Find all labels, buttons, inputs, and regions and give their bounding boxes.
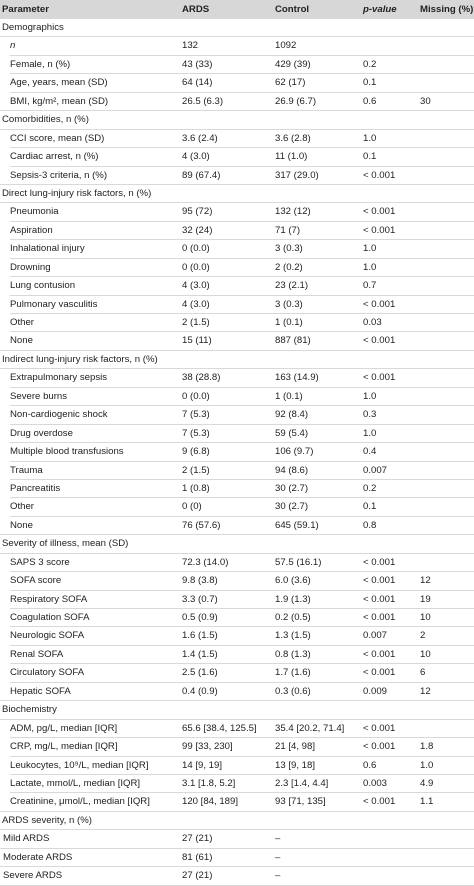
- table-row: [0, 425, 474, 443]
- ards-cell: 9.8 (3.8): [182, 575, 218, 587]
- parameter-cell: Lactate, mmol/L, median [IQR]: [10, 777, 141, 789]
- control-cell: 71 (7): [275, 224, 301, 236]
- parameter-cell: SAPS 3 score: [10, 556, 70, 568]
- table-row: [0, 554, 474, 572]
- ards-cell: 132: [182, 40, 199, 52]
- p-value-cell: < 0.001: [363, 169, 396, 181]
- control-cell: 3 (0.3): [275, 243, 303, 255]
- parameter-cell: Pneumonia: [10, 206, 59, 218]
- header-p-value: p-value: [363, 4, 397, 15]
- ards-cell: 3.3 (0.7): [182, 593, 218, 605]
- section-label: ARDS severity, n (%): [2, 814, 92, 826]
- ards-cell: 0.4 (0.9): [182, 685, 218, 697]
- missing-cell: 12: [420, 685, 431, 697]
- table-row: [0, 296, 474, 314]
- table-row: [0, 314, 474, 332]
- table-row: [0, 167, 474, 185]
- p-value-cell: 1.0: [363, 427, 377, 439]
- table-row: [0, 591, 474, 609]
- control-cell: 62 (17): [275, 77, 306, 89]
- table-row: [0, 203, 474, 221]
- parameter-cell: Moderate ARDS: [3, 851, 73, 863]
- missing-cell: 1.1: [420, 796, 434, 808]
- p-value-cell: 0.8: [363, 519, 377, 531]
- parameter-cell: Drowning: [10, 261, 51, 273]
- table-row: [0, 572, 474, 590]
- p-value-cell: 0.009: [363, 685, 388, 697]
- p-value-cell: < 0.001: [363, 648, 396, 660]
- control-cell: 21 [4, 98]: [275, 741, 316, 753]
- ards-cell: 0 (0.0): [182, 390, 210, 402]
- section-label: Direct lung-injury risk factors, n (%): [2, 187, 152, 199]
- p-value-cell: < 0.001: [363, 667, 396, 679]
- table-row: [0, 775, 474, 793]
- control-cell: 59 (5.4): [275, 427, 309, 439]
- control-cell: 1092: [275, 40, 297, 52]
- table-row: [0, 830, 474, 848]
- parameter-cell: Coagulation SOFA: [10, 612, 90, 623]
- missing-cell: 10: [420, 648, 431, 660]
- ards-cell: 43 (33): [182, 58, 213, 70]
- table-row: [0, 849, 474, 867]
- missing-cell: 30: [420, 95, 431, 107]
- parameter-cell: Extrapulmonary sepsis: [10, 372, 108, 384]
- parameter-cell: Pulmonary vasculitis: [10, 298, 98, 310]
- parameter-cell: Age, years, mean (SD): [10, 77, 108, 89]
- ards-cell: 64 (14): [182, 77, 213, 89]
- header-parameter: Parameter: [2, 4, 49, 15]
- table-row: [0, 259, 474, 277]
- parameter-cell: Respiratory SOFA: [10, 593, 88, 605]
- ards-cell: 7 (5.3): [182, 427, 210, 439]
- parameter-cell: Lung contusion: [10, 280, 76, 292]
- parameter-cell: Aspiration: [10, 224, 53, 236]
- section-row: [0, 19, 474, 37]
- parameter-cell: Inhalational injury: [10, 243, 85, 255]
- ards-cell: 7 (5.3): [182, 409, 210, 421]
- table-row: [0, 609, 474, 627]
- control-cell: –: [275, 851, 281, 863]
- control-cell: 35.4 [20.2, 71.4]: [275, 722, 345, 734]
- control-cell: 26.9 (6.7): [275, 95, 317, 107]
- ards-cell: 1.6 (1.5): [182, 630, 218, 642]
- parameter-cell: BMI, kg/m², mean (SD): [10, 95, 109, 107]
- ards-cell: 3.1 [1.8, 5.2]: [182, 777, 236, 789]
- control-cell: 57.5 (16.1): [275, 556, 322, 568]
- missing-cell: 1.0: [420, 759, 434, 771]
- table-header: [0, 0, 474, 19]
- p-value-cell: < 0.001: [363, 335, 396, 347]
- header-ards: ARDS: [182, 4, 210, 15]
- p-value-cell: < 0.001: [363, 206, 396, 218]
- control-cell: 0.3 (0.6): [275, 685, 311, 697]
- ards-cell: 1 (0.8): [182, 482, 210, 494]
- section-row: [0, 351, 474, 369]
- ards-cell: 0 (0.0): [182, 261, 210, 273]
- parameter-cell: Other: [10, 501, 34, 513]
- control-cell: 1 (0.1): [275, 390, 303, 402]
- control-cell: 429 (39): [275, 58, 311, 70]
- section-row: [0, 535, 474, 553]
- table-row: [0, 867, 474, 885]
- section-label: Biochemistry: [2, 704, 57, 716]
- missing-cell: 12: [420, 575, 431, 587]
- ards-cell: 72.3 (14.0): [182, 556, 229, 568]
- parameter-cell: ADM, pg/L, median [IQR]: [10, 722, 118, 734]
- p-value-cell: 0.007: [363, 464, 388, 476]
- ards-cell: 0 (0): [182, 501, 202, 513]
- parameter-cell: n: [10, 40, 16, 52]
- ards-cell: 81 (61): [182, 851, 213, 863]
- control-cell: 92 (8.4): [275, 409, 309, 421]
- p-value-cell: 0.007: [363, 630, 388, 642]
- table-row: [0, 388, 474, 406]
- parameter-cell: Circulatory SOFA: [10, 667, 85, 679]
- parameter-cell: None: [10, 519, 33, 531]
- p-value-cell: 1.0: [363, 132, 377, 144]
- table-row: [0, 627, 474, 645]
- table-row: [0, 277, 474, 295]
- control-cell: 317 (29.0): [275, 169, 319, 181]
- p-value-cell: 0.6: [363, 759, 377, 771]
- control-cell: 3.6 (2.8): [275, 132, 311, 144]
- table-row: [0, 148, 474, 166]
- table-row: [0, 240, 474, 258]
- parameter-cell: SOFA score: [10, 575, 62, 587]
- table-row: [0, 37, 474, 55]
- missing-cell: 4.9: [420, 777, 434, 789]
- ards-cell: 4 (3.0): [182, 298, 210, 310]
- parameter-cell: Cardiac arrest, n (%): [10, 151, 99, 163]
- control-cell: 13 [9, 18]: [275, 759, 316, 771]
- table-body: [0, 19, 474, 886]
- p-value-cell: < 0.001: [363, 372, 396, 384]
- control-cell: 6.0 (3.6): [275, 575, 311, 587]
- section-row: [0, 111, 474, 129]
- table-row: [0, 56, 474, 74]
- parameter-cell: None: [10, 335, 33, 347]
- table-row: [0, 406, 474, 424]
- header-missing: Missing (%): [420, 4, 474, 15]
- control-cell: 132 (12): [275, 206, 311, 218]
- section-label: Indirect lung-injury risk factors, n (%): [2, 353, 158, 365]
- section-row: [0, 701, 474, 719]
- control-cell: 23 (2.1): [275, 280, 309, 292]
- ards-cell: 32 (24): [182, 224, 213, 236]
- table-row: [0, 720, 474, 738]
- p-value-cell: 0.1: [363, 501, 377, 513]
- ards-cell: 89 (67.4): [182, 169, 221, 181]
- parameter-cell: Severe burns: [10, 390, 68, 402]
- ards-cell: 99 [33, 230]: [182, 741, 233, 753]
- section-label: Severity of illness, mean (SD): [2, 538, 129, 550]
- control-cell: 30 (2.7): [275, 501, 309, 513]
- missing-cell: 1.8: [420, 741, 434, 753]
- ards-cell: 15 (11): [182, 335, 212, 347]
- table-row: [0, 443, 474, 461]
- parameter-cell: Sepsis-3 criteria, n (%): [10, 169, 108, 181]
- table-row: [0, 738, 474, 756]
- ards-cell: 2 (1.5): [182, 464, 210, 476]
- control-cell: 0.8 (1.3): [275, 648, 311, 660]
- ards-cell: 9 (6.8): [182, 446, 210, 458]
- p-value-cell: 1.0: [363, 261, 377, 273]
- parameter-cell: Creatinine, μmol/L, median [IQR]: [10, 796, 150, 808]
- table-row: [0, 462, 474, 480]
- p-value-cell: 0.2: [363, 482, 377, 494]
- control-cell: 1.9 (1.3): [275, 593, 311, 605]
- table-row: [0, 646, 474, 664]
- section-row: [0, 812, 474, 830]
- table-row: [0, 130, 474, 148]
- ards-cell: 120 [84, 189]: [182, 796, 239, 808]
- row-divider: [0, 885, 474, 886]
- parameter-cell: Multiple blood transfusions: [10, 446, 124, 458]
- ards-cell: 65.6 [38.4, 125.5]: [182, 722, 257, 734]
- section-label: Comorbidities, n (%): [2, 114, 89, 126]
- ards-cell: 14 [9, 19]: [182, 759, 223, 771]
- header-control: Control: [275, 4, 310, 15]
- control-cell: 30 (2.7): [275, 482, 309, 494]
- missing-cell: 2: [420, 630, 426, 642]
- control-cell: 1 (0.1): [275, 317, 303, 328]
- control-cell: –: [275, 870, 281, 882]
- control-cell: 3 (0.3): [275, 298, 303, 310]
- section-label: Demographics: [2, 22, 64, 33]
- p-value-cell: 1.0: [363, 243, 377, 255]
- p-value-cell: < 0.001: [363, 722, 396, 734]
- control-cell: 163 (14.9): [275, 372, 319, 384]
- table-row: [0, 683, 474, 701]
- parameter-cell: Renal SOFA: [10, 648, 64, 660]
- parameter-cell: Severe ARDS: [3, 870, 63, 882]
- ards-cell: 95 (72): [182, 206, 213, 218]
- p-value-cell: 0.2: [363, 58, 377, 70]
- control-cell: 2 (0.2): [275, 261, 303, 273]
- p-value-cell: < 0.001: [363, 556, 396, 568]
- table-row: [0, 332, 474, 350]
- p-value-cell: < 0.001: [363, 741, 396, 753]
- table-row: [0, 93, 474, 111]
- parameter-cell: Pancreatitis: [10, 482, 61, 494]
- ards-cell: 76 (57.6): [182, 519, 221, 531]
- p-value-cell: 0.3: [363, 409, 377, 421]
- ards-cell: 2 (1.5): [182, 317, 210, 328]
- p-value-cell: < 0.001: [363, 298, 396, 310]
- ards-cell: 27 (21): [182, 870, 213, 882]
- table-row: [0, 664, 474, 682]
- parameter-cell: Trauma: [10, 464, 43, 476]
- ards-cell: 3.6 (2.4): [182, 132, 218, 144]
- control-cell: 11 (1.0): [275, 151, 308, 163]
- p-value-cell: < 0.001: [363, 593, 396, 605]
- table-row: [0, 222, 474, 240]
- missing-cell: 6: [420, 667, 426, 679]
- control-cell: 645 (59.1): [275, 519, 319, 531]
- ards-cell: 0.5 (0.9): [182, 612, 218, 623]
- p-value-cell: 0.1: [363, 151, 377, 163]
- control-cell: 2.3 [1.4, 4.4]: [275, 777, 329, 789]
- control-cell: 0.2 (0.5): [275, 612, 311, 623]
- parameter-cell: CCI score, mean (SD): [10, 132, 105, 144]
- parameter-cell: Neurologic SOFA: [10, 630, 85, 642]
- parameter-cell: CRP, mg/L, median [IQR]: [10, 741, 118, 753]
- p-value-cell: < 0.001: [363, 796, 396, 808]
- control-cell: 93 [71, 135]: [275, 796, 326, 808]
- parameter-cell: Non-cardiogenic shock: [10, 409, 108, 421]
- p-value-cell: < 0.001: [363, 612, 396, 623]
- control-cell: 1.3 (1.5): [275, 630, 311, 642]
- p-value-cell: < 0.001: [363, 224, 396, 236]
- table-row: [0, 793, 474, 811]
- table-row: [0, 498, 474, 516]
- p-value-cell: 0.4: [363, 446, 377, 458]
- control-cell: –: [275, 833, 281, 845]
- control-cell: 106 (9.7): [275, 446, 314, 458]
- missing-cell: 10: [420, 612, 431, 623]
- ards-cell: 1.4 (1.5): [182, 648, 218, 660]
- p-value-cell: 1.0: [363, 390, 377, 402]
- missing-cell: 19: [420, 593, 431, 605]
- parameter-cell: Hepatic SOFA: [10, 685, 71, 697]
- table-row: [0, 74, 474, 92]
- ards-cell: 27 (21): [182, 833, 213, 845]
- ards-cell: 4 (3.0): [182, 151, 210, 163]
- table-row: [0, 369, 474, 387]
- control-cell: 94 (8.6): [275, 464, 309, 476]
- p-value-cell: 0.6: [363, 95, 377, 107]
- parameter-cell: Leukocytes, 10⁹/L, median [IQR]: [10, 759, 149, 771]
- parameter-cell: Female, n (%): [10, 58, 71, 70]
- table-row: [0, 517, 474, 535]
- p-value-cell: 0.003: [363, 777, 388, 789]
- control-cell: 887 (81): [275, 335, 311, 347]
- table-row: [0, 757, 474, 775]
- p-value-cell: 0.03: [363, 317, 382, 328]
- parameter-cell: Drug overdose: [10, 427, 73, 439]
- ards-cell: 38 (28.8): [182, 372, 221, 384]
- p-value-cell: < 0.001: [363, 575, 396, 587]
- ards-cell: 2.5 (1.6): [182, 667, 218, 679]
- table-row: [0, 480, 474, 498]
- ards-cell: 26.5 (6.3): [182, 95, 224, 107]
- ards-cell: 4 (3.0): [182, 280, 210, 292]
- p-value-cell: 0.7: [363, 280, 377, 292]
- control-cell: 1.7 (1.6): [275, 667, 311, 679]
- section-row: [0, 185, 474, 203]
- ards-cell: 0 (0.0): [182, 243, 210, 255]
- parameter-cell: Mild ARDS: [3, 833, 50, 845]
- parameter-cell: Other: [10, 317, 34, 328]
- p-value-cell: 0.1: [363, 77, 377, 89]
